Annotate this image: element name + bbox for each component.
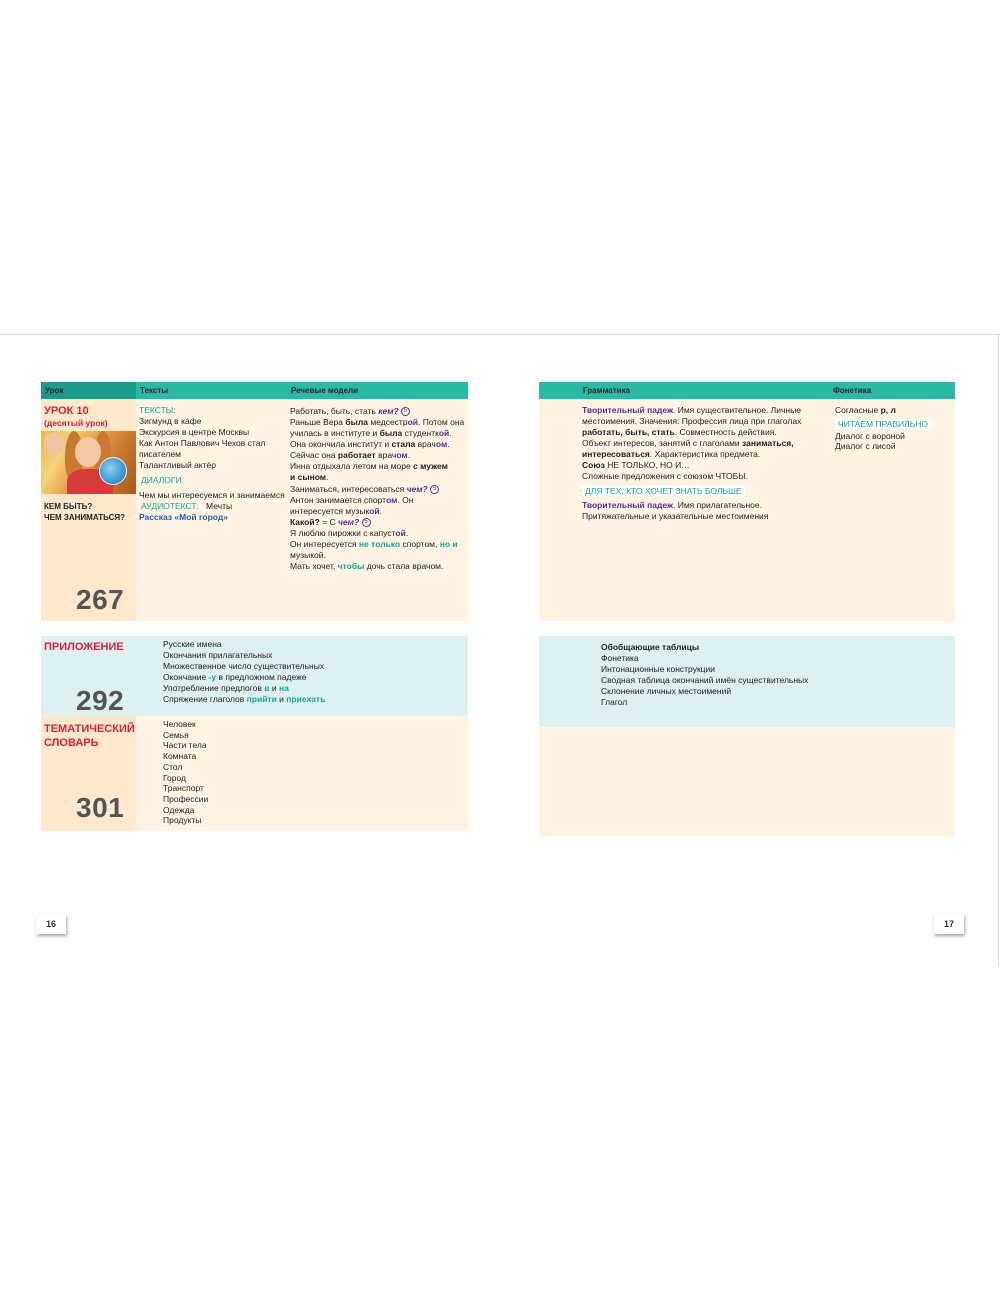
dictionary-item: Транспорт [163, 783, 204, 794]
model-line: Она окончила институт и стала врачом. [290, 439, 450, 449]
dictionary-item: Комната [163, 751, 197, 762]
text-item: Как Антон Павлович Чехов стал [139, 438, 266, 448]
dictionary-item: Человек [163, 719, 196, 729]
lesson10-texts-column [139, 405, 285, 523]
lesson10-question-2: ЧЕМ ЗАНИМАТЬСЯ? [44, 513, 126, 522]
more-info-tag: ДЛЯ ТЕХ, КТО ХОЧЕТ ЗНАТЬ БОЛЬШЕ [582, 486, 745, 496]
model-line: Антон занимается спортом. Он [290, 495, 414, 505]
header-speech-models [287, 382, 468, 399]
phonetics-line: Согласные р, л [835, 405, 896, 415]
header-grammar [539, 382, 829, 399]
model-line: Заниматься, интересоваться чем? 5 [290, 484, 464, 495]
model-line: Инна отдыхала летом на море с мужем [290, 461, 448, 471]
grammar-line: Сложные предложения с союзом ЧТОБЫ. [582, 471, 749, 481]
grammar-line: интересоваться. Характеристика предмета. [582, 449, 761, 459]
header-texts-label: Тексты [140, 386, 169, 395]
header-grammar-label: Грамматика [583, 386, 631, 395]
header-phonetics [829, 382, 955, 399]
model-line: Работать, быть, стать кем? 5 [290, 406, 464, 417]
dictionary-item: Одежда [163, 804, 195, 815]
text-item: Талантливый актёр [139, 460, 216, 470]
appendix-title: ПРИЛОЖЕНИЕ [44, 641, 124, 653]
grammar-line: Союз НЕ ТОЛЬКО, НО И… [582, 460, 690, 470]
model-line: Сейчас она работает врачом. [290, 450, 411, 460]
phonetics-line: Диалог с лисой [835, 441, 896, 451]
phonetics-column [835, 405, 931, 451]
tables-item: Интонационные конструкции [601, 664, 716, 674]
read-correctly-tag: ЧИТАЕМ ПРАВИЛЬНО [835, 419, 931, 429]
tables-list [601, 642, 808, 708]
dictionary-title [44, 722, 135, 750]
audio-marker-icon: 5 [362, 518, 371, 527]
audiotext-item: Мечты [206, 501, 233, 511]
phonetics-line [835, 419, 931, 429]
phonetics-line: Диалог с вороной [835, 431, 905, 441]
dictionary-page-number: 301 [76, 792, 125, 823]
texts-label: ТЕКСТЫ: [139, 405, 176, 415]
text-item: Зигмунд в кафе [139, 416, 202, 426]
grammar-column [582, 405, 801, 522]
model-line: Мать хочет, чтобы дочь стала врачом. [290, 561, 444, 571]
header-speech-models-label: Речевые модели [291, 386, 359, 395]
audio-marker-icon: 5 [430, 485, 439, 494]
appendix-list [163, 639, 325, 705]
tables-item: Склонение личных местоимений [601, 686, 732, 696]
header-lesson [41, 382, 136, 399]
grammar-line: Творительный падеж. Имя прилагательное. [582, 500, 763, 510]
grammar-line: Творительный падеж. Имя существительное. Личные [582, 405, 801, 415]
model-line: Он интересуется не только спортом, но и [290, 539, 458, 549]
model-line: Я люблю пирожки с капустой. [290, 528, 409, 538]
page-number-left: 16 [36, 914, 66, 934]
audio-marker-icon: 5 [401, 407, 410, 416]
grammar-line: Объект интересов, занятий с глаголами заниматься, [582, 438, 794, 448]
dictionary-item: Продукты [163, 815, 202, 826]
appendix-item: Окончания прилагательных [163, 650, 273, 660]
model-line: интересуется музыкой. [290, 506, 382, 516]
dictionary-item: Город [163, 772, 186, 783]
model-line: Какой? = С чем? 5 [290, 517, 464, 528]
tables-item: Сводная таблица окончаний имён существительных [601, 675, 809, 685]
page-edge-line [998, 334, 999, 966]
lesson10-subtitle: (десятый урок) [44, 418, 108, 428]
audiotext-label: АУДИОТЕКСТ: [141, 501, 199, 511]
tables-item: Глагол [601, 697, 628, 707]
header-phonetics-label: Фонетика [833, 386, 872, 395]
spread-top-border [0, 334, 1000, 335]
appendix-item: Окончание -у в предложном падеже [163, 672, 307, 682]
lesson10-photo [41, 431, 136, 494]
dialogs-label: ДИАЛОГИ: [141, 475, 184, 485]
dictionary-item: Стол [163, 761, 183, 772]
lesson10-questions [44, 501, 125, 523]
appendix-item: Множественное число существительных [163, 661, 325, 671]
appendix-page-number: 292 [76, 685, 125, 716]
dictionary-item: Семья [163, 729, 189, 740]
tables-title: Обобщающие таблицы [601, 642, 700, 652]
header-lesson-label: Урок [45, 386, 64, 395]
model-line: училась в институте и была студенткой. [290, 428, 452, 438]
grammar-line: Притяжательные и указательные местоимения [582, 511, 769, 521]
story-item: Рассказ «Мой город» [139, 512, 229, 522]
audiotext-line [139, 501, 285, 512]
dictionary-item: Части тела [163, 740, 207, 751]
text-item: писателем [139, 449, 181, 459]
model-line: и сыном. [290, 472, 329, 482]
dictionary-list [163, 719, 208, 826]
grammar-line: местоимения. Значения: Профессия лица при глаголах [582, 416, 802, 426]
lesson10-title: УРОК 10 [44, 405, 89, 417]
appendix-item: Спряжение глаголов прийти и приехать [163, 694, 326, 704]
model-line: музыкой. [290, 550, 326, 560]
lesson10-question-1: КЕМ БЫТЬ? [44, 502, 93, 511]
grammar-line [582, 486, 801, 497]
dialog-item: Чем мы интересуемся и занимаемся [139, 490, 285, 500]
dictionary-item: Профессии [163, 793, 209, 804]
dictionary-title-line-2: СЛОВАРЬ [44, 737, 99, 749]
header-texts [136, 382, 287, 399]
text-item: Экскурсия в центре Москвы [139, 427, 250, 437]
lesson10-models-column [290, 406, 464, 572]
tables-item: Фонетика [601, 653, 639, 663]
page-number-right: 17 [934, 914, 964, 934]
grammar-line: работать, быть, стать. Совместность действия. [582, 427, 777, 437]
dictionary-title-line-1: ТЕМАТИЧЕСКИЙ [44, 723, 135, 735]
empty-row [539, 727, 955, 836]
lesson10-page-number: 267 [76, 584, 125, 615]
appendix-item: Употребление предлогов в и на [163, 683, 289, 693]
model-line: Раньше Вера была медсестрой. Потом она [290, 417, 465, 427]
appendix-item: Русские имена [163, 639, 222, 649]
